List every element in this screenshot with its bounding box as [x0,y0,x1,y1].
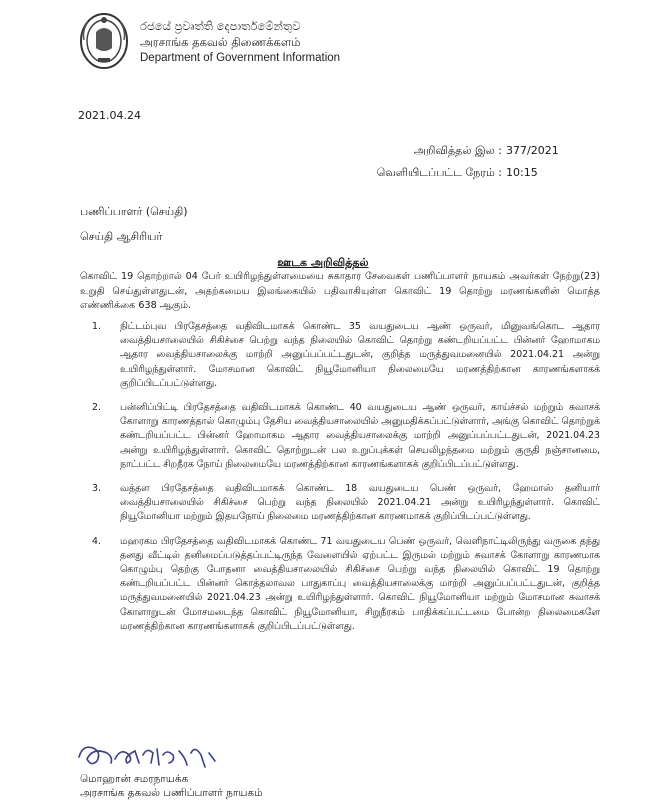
document-date: 2021.04.24 [78,109,141,122]
list-item-number: 3. [92,483,101,495]
notice-number-label: அறிவித்தல் இல : [413,144,502,157]
release-time-label: வெளியிடப்பட்ட நேரம் : [376,166,502,179]
case-list [80,320,600,644]
notice-number-value: 377/2021 [506,144,559,157]
list-item [80,401,600,472]
list-item [80,482,600,525]
list-item-text: வத்தள பிரதேசத்தை வதிவிடமாகக் கொண்ட 18 வயதுடைய பெண் ஒருவர், ஹேமாஸ் தனியார் வைத்தியசாலையில் சிகிச்சை பெற்று வந்த நிலையில் 2021.04.21 அன்று உயிரிழந்துள்ளார். கொவிட் நியூமோனியா மற்றும் இதயநோய் நிலைமை மரணத்திற்கான காரணமாகக் குறிப்பிடப்பட்டுள்ளது. [120,483,600,523]
list-item-number: 4. [92,535,101,547]
department-name-sinhala: රජයේ ප්‍රවෘත්ති දෙපාර්තමේන්තුව [140,19,301,33]
list-item [80,320,600,391]
list-item-number: 1. [92,321,101,332]
list-item [80,535,600,634]
signer-name: மொஹான் சமரநாயக்க [80,773,189,785]
recipient-editor: செய்தி ஆசிரியர் [80,230,163,243]
release-time-value: 10:15 [506,166,538,179]
government-emblem-icon [78,10,130,72]
department-name-english: Department of Government Information [140,52,341,64]
release-time-row [377,162,584,184]
signer-title: அரசாங்க தகவல் பணிப்பாளர் நாயகம் [80,787,263,799]
department-header [140,18,340,66]
list-item-text: நிட்டம்புவ பிரதேசத்தை வதிவிடமாகக் கொண்ட 35 வயதுடைய ஆண் ஒருவர், மினுவங்கொட ஆதார வைத்தியசாலையில் சிகிச்சை பெற்று வந்த நிலையில் கொவிட் தொற்று கண்டறியப்பட்ட பின்னர் ஹோமாகம ஆதார வைத்தியசாலைக்கு மாற்றி அனுப்பப்பட்டதுடன், குறித்த மருத்துவமனையில் 2021.04.21 அன்று உயிரிழந்துள்ளார். மோசமான கொவிட் நியூமோனியா நிலைமையே மரணத்திற்கான காரணங்களாகக் குறிப்பிடப்பட்டுள்ளது. [120,321,600,389]
notice-number-row [377,140,584,162]
recipient-director: பணிப்பாளர் (செய்தி) [80,205,188,218]
list-item-text: பன்னிப்பிட்டி பிரதேசத்தை வதிவிடமாகக் கொண்ட 40 வயதுடைய ஆண் ஒருவர், காய்ச்சல் மற்றும் சுவாசக் கோளாறு காரணத்தால் கொழும்பு தேசிய வைத்தியசாலையில் அனுமதிக்கப்பட்டுள்ளார், அங்கு கொவிட் தொற்றுக் கண்டறியப்பட்ட பின்னர் ஹோமாகம ஆதார வைத்தியசாலைக்கு மாற்றி அனுப்பப்பட்டதுடன், 2021.04.23 அன்று உயிரிழந்துள்ளார். கொவிட் தொற்றுடன் பல உறுப்புக்கள் செயலிழந்தமை மற்றும் குருதி நஞ்சானமை, நாட்பட்ட சிறநீரக நோய் நிலைமையே மரணத்திற்கான காரணங்களாகக் குறிப்பிடப்பட்டுள்ளது. [120,402,600,470]
document-title: ஊடக அறிவித்தல் [277,256,369,269]
intro-paragraph: கொவிட் 19 தொற்றால் 04 பேர் உயிரிழந்துள்ளமையை சுகாதார சேவைகள் பணிப்பாளர் நாயகம் அவர்கள் நேற்று(23) உறுதி செய்துள்ளதுடன், அதற்கமைய இலங்கையில் பதிவாகியுள்ள கொவிட் 19 தொற்று மரணங்களின் மொத்த எண்ணிக்கை 638 ஆகும். [80,271,600,312]
signature-icon [75,735,225,773]
reference-block [377,140,584,184]
signer-block [80,772,263,800]
list-item-number: 2. [92,402,101,414]
list-item-text: மஹரகம பிரதேசத்தை வதிவிடமாகக் கொண்ட 71 வயதுடைய பெண் ஒருவர், வெளிநாட்டிலிருந்து வருகை தந்து தனது வீட்டில் தனிமைப்படுத்தப்பட்டிருந்த வேளையில் ஏற்பட்ட இருமல் மற்றும் சுவாசக் கோளாறு காரணமாக கொழும்பு தெற்கு போதனா வைத்தியசாலையில் சிகிச்சை பெற்று வந்த நிலையில் கொவிட் 19 தொற்று கண்டறியப்பட்ட பின்னர் கொத்தலாவல பாதுகாப்பு வைத்தியசாலைக்கு மாற்றி அனுப்பப்பட்டதுடன், குறித்த மருத்துவமனையில் 2021.04.23 அன்று உயிரிழந்துள்ளார். கொவிட் நியூமோனியா மற்றும் மோசமான சுவாசக் கோளாறுடன் மோசமடைந்த கொவிட் நியூமோனியா, சிறுநீரகம் பாதிக்கப்பட்டமை போன்ற நிலைமைகளே மரணத்திற்கான காரணங்களாகக் குறிப்பிடப்பட்டுள்ளது. [120,535,600,632]
department-name-tamil: அரசாங்க தகவல் திணைக்களம் [140,35,301,49]
